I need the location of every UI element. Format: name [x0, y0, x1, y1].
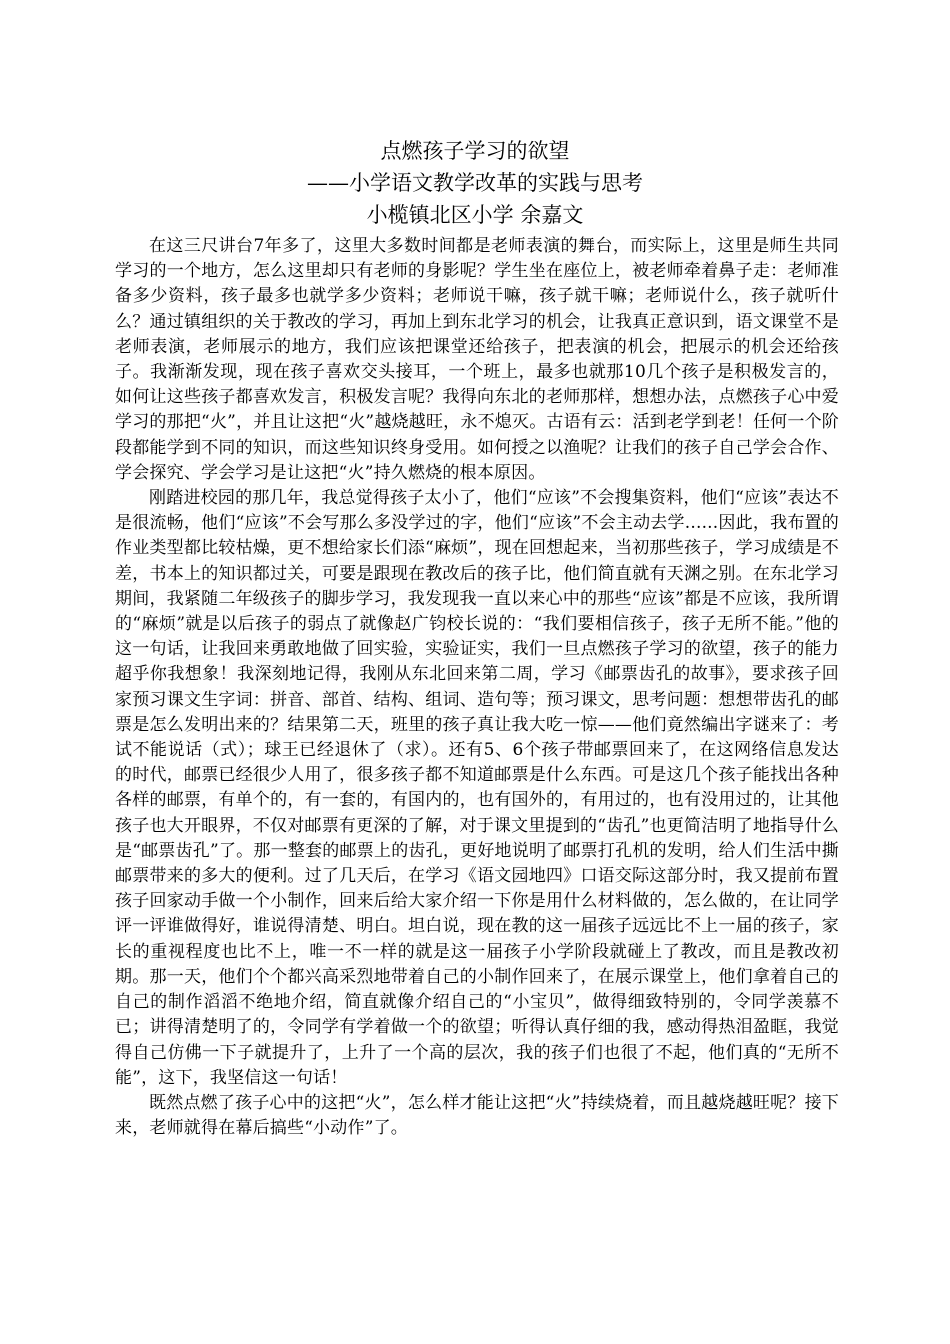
paragraph: 在这三尺讲台7年多了，这里大多数时间都是老师表演的舞台，而实际上，这里是师生共同学习的一个地方，怎么这里却只有老师的身影呢？学生坐在座位上，被老师牵着鼻子走：老师准备多少资料，孩子最多也就学多少资料；老师说干嘛，孩子就干嘛；老师说什么，孩子就听什么？通过镇组织的关于教改的学习，再加上到东北学习的机会，让我真正意识到，语文课堂不是老师表演，老师展示的地方，我们应该把课堂还给孩子，把表演的机会，把展示的机会还给孩子。我渐渐发现，现在孩子喜欢交头接耳，一个班上，最多也就那10几个孩子是积极发言的，如何让这些孩子都喜欢发言，积极发言呢？我得向东北的老师那样，想想办法，点燃孩子心中爱学习的那把“火”，并且让这把“火”越烧越旺，永不熄灭。古语有云：活到老学到老！任何一个阶段都能学到不同的知识，而这些知识终身受用。如何授之以渔呢？让我们的孩子自己学会合作、学会探究、学会学习是让这把“火”持久燃烧的根本原因。 — [115, 236, 839, 483]
paragraph: 刚踏进校园的那几年，我总觉得孩子太小了，他们“应该”不会搜集资料，他们“应该”表达不是很流畅，他们“应该”不会写那么多没学过的字，他们“应该”不会主动去学......因此，我布置的作业类型都比较枯燥，更不想给家长们添“麻烦”，现在回想起来，当初那些孩子，学习成绩是不差，书本上的知识都过关，可要是跟现在教改后的孩子比，他们简直就有天渊之别。在东北学习期间，我紧随二年级孩子的脚步学习，我发现我一直以来心中的那些“应该”都是不应该，我所谓的“麻烦”就是以后孩子的弱点了就像赵广钧校长说的：“我们要相信孩子，孩子无所不能。”他的这一句话，让我回来勇敢地做了回实验，实验证实，我们一旦点燃孩子学习的欲望，孩子的能力超乎你我想象！我深刻地记得，我刚从东北回来第二周，学习《邮票齿孔的故事》，要求孩子回家预习课文生字词：拼音、部首、结构、组词、造句等；预习课文，思考问题：想想带齿孔的邮票是怎么发明出来的？结果第二天，班里的孩子真让我大吃一惊——他们竟然编出字谜来了：考试不能说话（式）；球王已经退休了（求）。还有5、6个孩子带邮票回来了，在这网络信息发达的时代，邮票已经很少人用了，很多孩子都不知道邮票是什么东西。可是这几个孩子能找出各种各样的邮票，有单个的，有一套的，有国内的，也有国外的，有用过的，也有没用过的，让其他孩子也大开眼界，不仅对邮票有更深的了解，对于课文里提到的“齿孔”也更简洁明了地指导什么是“邮票齿孔”了。那一整套的邮票上的齿孔，更好地说明了邮票打孔机的发明，给人们生活中撕邮票带来的多大的便利。过了几天后，在学习《语文园地四》口语交际这部分时，我又提前布置孩子回家动手做一个小制作，回来后给大家介绍一下你是用什么材料做的，怎么做的，在让同学评一评谁做得好，谁说得清楚、明白。坦白说，现在教的这一届孩子远远比不上一届的孩子，家长的重视程度也比不上，唯一不一样的就是这一届孩子小学阶段就碰上了教改，而且是教改初期。那一天，他们个个都兴高采烈地带着自己的小制作回来了，在展示课堂上，他们拿着自己的自己的制作滔滔不绝地介绍，简直就像介绍自己的“小宝贝”，做得细致特别的，令同学羡慕不已；讲得清楚明了的，令同学有学着做一个的欲望；听得认真仔细的我，感动得热泪盈眶，我觉得自己仿佛一下子就提升了，上升了一个高的层次，我的孩子们也很了不起，他们真的“无所不能”，这下，我坚信这一句话！ — [115, 488, 839, 1088]
title-block — [0, 135, 950, 231]
document-body — [115, 234, 839, 1141]
document-subtitle: ——小学语文教学改革的实践与思考 — [307, 171, 643, 195]
document-title: 点燃孩子学习的欲望 — [380, 139, 570, 163]
paragraph: 既然点燃了孩子心中的这把“火”，怎么样才能让这把“火”持续烧着，而且越烧越旺呢？接下来，老师就得在幕后搞些“小动作”了。 — [115, 1092, 839, 1139]
author-line: 小榄镇北区小学 余嘉文 — [366, 203, 584, 227]
